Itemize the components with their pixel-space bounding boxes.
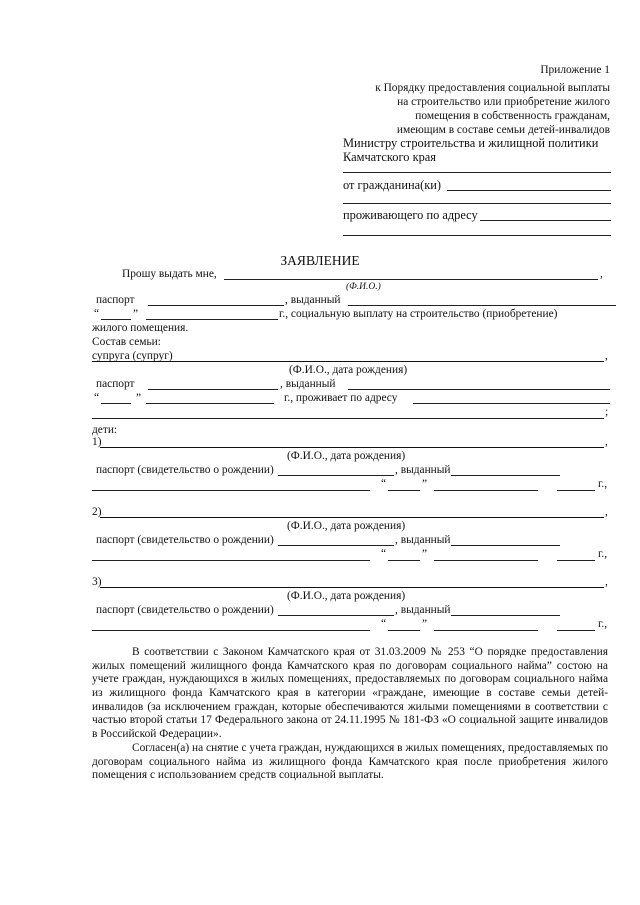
- spouse-issued-label: , выданный: [280, 378, 336, 390]
- child-year-label: г.,: [598, 618, 608, 630]
- child-year-field[interactable]: [557, 490, 595, 491]
- child-passport-label: паспорт (свидетельство о рождении): [96, 534, 274, 546]
- spouse-lives-label: г., проживает по адресу: [284, 392, 398, 404]
- consent-body: [92, 646, 608, 783]
- child-fio-field[interactable]: [100, 517, 604, 518]
- child-passport-label: паспорт (свидетельство о рождении): [96, 604, 274, 616]
- spouse-passport-label: паспорт: [96, 378, 135, 390]
- quote-open: “: [94, 308, 100, 320]
- quote-close: ”: [422, 618, 428, 630]
- appendix-line-3: помещения в собственность гражданам,: [415, 110, 610, 122]
- header-blank-line[interactable]: [343, 203, 611, 204]
- quote-close: ”: [136, 392, 142, 404]
- child-number: 1): [92, 436, 102, 448]
- children-heading: дети:: [92, 424, 118, 436]
- applicant-date-field[interactable]: [146, 319, 278, 320]
- child-issued-field-2[interactable]: [92, 560, 370, 561]
- child-month-field[interactable]: [434, 490, 538, 491]
- residing-label: проживающего по адресу: [343, 208, 478, 222]
- appendix-line-1: к Порядку предоставления социальной выплаты: [375, 82, 610, 94]
- quote-close: ”: [133, 308, 139, 320]
- applicant-passport-field[interactable]: [148, 305, 284, 306]
- appendix-line-2: на строительство или приобретение жилого: [397, 96, 610, 108]
- appendix-line-4: имеющим в составе семьи детей-инвалидов: [396, 124, 610, 136]
- spouse-address-field-2[interactable]: [92, 418, 604, 419]
- spouse-comma: ,: [605, 350, 608, 362]
- child-issued-field[interactable]: [451, 475, 560, 476]
- quote-close: ”: [422, 478, 428, 490]
- child-fio-field[interactable]: [100, 447, 604, 448]
- spouse-date-field[interactable]: [146, 403, 274, 404]
- child-day-field[interactable]: [388, 490, 420, 491]
- applicant-day-field[interactable]: [101, 319, 131, 320]
- child-comma: ,: [605, 576, 608, 588]
- child-hint: (Ф.И.О., дата рождения): [287, 450, 406, 462]
- quote-close: ”: [422, 548, 428, 560]
- spouse-address-field[interactable]: [413, 403, 610, 404]
- law-paragraph: В соответствии с Законом Камчатского края от 31.03.2009 № 253 “О порядке предоставления жилых помещений жилищного фонда Камчатского края по договорам социального найма” состою на учете граждан, нуждающихся в жилых помещениях, предоставляемых по договорам социального найма из жилищного фонда Камчатского края в категории «граждане, имеющие в составе семьи детей-инвалидов (за исключением граждан, которые обеспечиваются жилыми помещениями в соответствии с частью второй статьи 17 Федерального закона от 24.11.1995 № 181-ФЗ «О социальной защите инвалидов в Российской Федерации».: [92, 646, 608, 741]
- applicant-issued-label: , выданный: [285, 294, 341, 306]
- child-hint: (Ф.И.О., дата рождения): [287, 590, 406, 602]
- applicant-fio-field[interactable]: [224, 279, 598, 280]
- child-issued-field-2[interactable]: [92, 630, 370, 631]
- child-comma: ,: [605, 436, 608, 448]
- child-fio-field[interactable]: [100, 587, 604, 588]
- payment-text: г., социальную выплату на строительство (приобретение): [279, 308, 558, 320]
- child-passport-label: паспорт (свидетельство о рождении): [96, 464, 274, 476]
- applicant-passport-label: паспорт: [96, 294, 135, 306]
- child-issued-label: , выданный: [395, 534, 451, 546]
- child-issued-field[interactable]: [451, 615, 560, 616]
- child-number: 2): [92, 506, 102, 518]
- housing-text: жилого помещения.: [92, 322, 189, 334]
- quote-open: “: [381, 478, 387, 490]
- from-citizen-field[interactable]: [447, 190, 611, 191]
- spouse-label: супруга (супруг): [92, 350, 173, 362]
- request-prefix: Прошу выдать мне,: [122, 268, 217, 280]
- child-passport-field[interactable]: [278, 615, 394, 616]
- minister-line-1: Министру строительства и жилищной политики: [343, 136, 599, 150]
- child-year-label: г.,: [598, 478, 608, 490]
- child-year-field[interactable]: [557, 630, 595, 631]
- consent-paragraph: Согласен(а) на снятие с учета граждан, нуждающихся в жилых помещениях, предоставляемых по договорам социального найма из жилищного фонда Камчатского края после приобретения жилого помещения с использованием средств социальной выплаты.: [92, 741, 608, 782]
- spouse-passport-field[interactable]: [148, 389, 278, 390]
- page-title: ЗАЯВЛЕНИЕ: [280, 253, 360, 268]
- child-number: 3): [92, 576, 102, 588]
- quote-open: “: [381, 618, 387, 630]
- child-hint: (Ф.И.О., дата рождения): [287, 520, 406, 532]
- residing-field[interactable]: [480, 220, 611, 221]
- spouse-semicolon: ;: [605, 406, 609, 418]
- header-blank-line[interactable]: [343, 235, 611, 236]
- minister-line-2: Камчатского края: [343, 150, 436, 164]
- spouse-hint: (Ф.И.О., дата рождения): [289, 364, 408, 376]
- child-issued-field[interactable]: [451, 545, 560, 546]
- spouse-fio-field[interactable]: [92, 361, 604, 362]
- fio-hint: (Ф.И.О.): [346, 282, 381, 292]
- child-month-field[interactable]: [434, 560, 538, 561]
- family-heading: Состав семьи:: [92, 336, 161, 348]
- child-issued-field-2[interactable]: [92, 490, 370, 491]
- child-year-field[interactable]: [557, 560, 595, 561]
- child-issued-label: , выданный: [395, 464, 451, 476]
- request-comma: ,: [600, 268, 603, 280]
- quote-open: “: [94, 392, 100, 404]
- header-blank-line[interactable]: [343, 172, 611, 173]
- appendix-label: Приложение 1: [540, 64, 610, 76]
- applicant-issued-field[interactable]: [348, 305, 616, 306]
- child-day-field[interactable]: [388, 630, 420, 631]
- child-issued-label: , выданный: [395, 604, 451, 616]
- spouse-issued-field[interactable]: [348, 389, 610, 390]
- quote-open: “: [381, 548, 387, 560]
- child-passport-field[interactable]: [278, 545, 394, 546]
- child-day-field[interactable]: [388, 560, 420, 561]
- from-citizen-label: от гражданина(ки): [343, 178, 441, 192]
- child-year-label: г.,: [598, 548, 608, 560]
- child-month-field[interactable]: [434, 630, 538, 631]
- child-comma: ,: [605, 506, 608, 518]
- child-passport-field[interactable]: [278, 475, 394, 476]
- spouse-day-field[interactable]: [101, 403, 131, 404]
